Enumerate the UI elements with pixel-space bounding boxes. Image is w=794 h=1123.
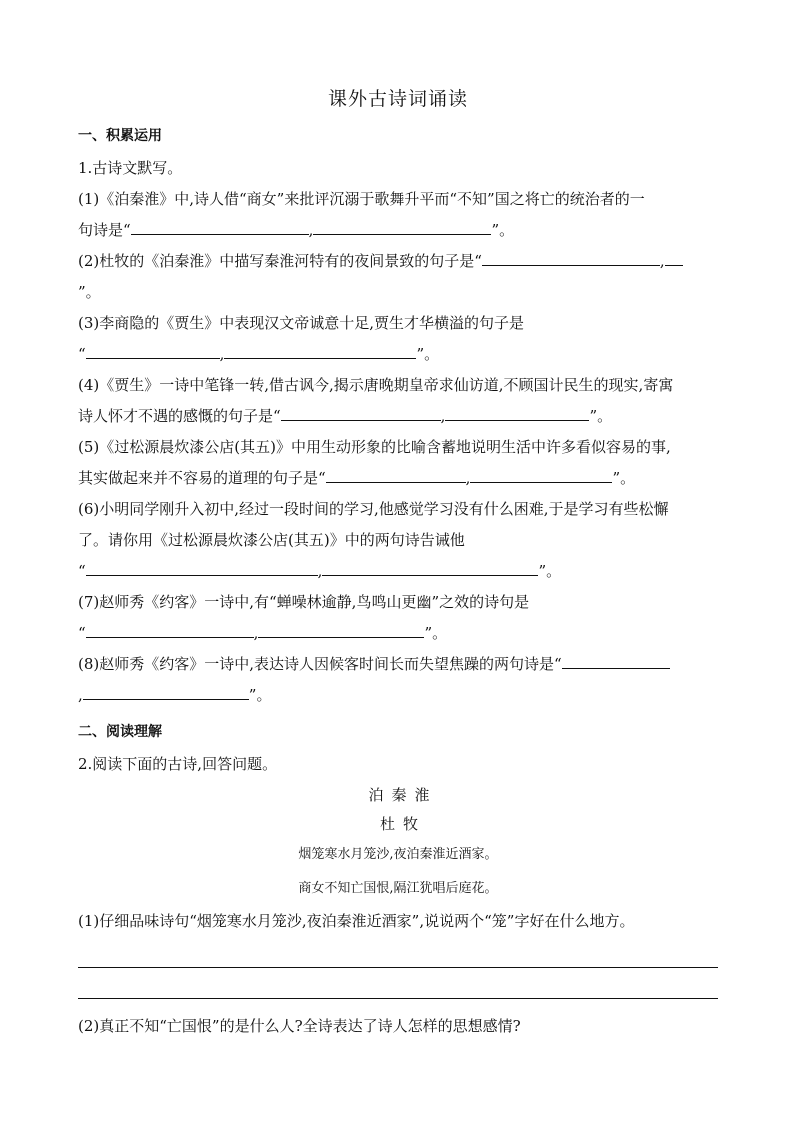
- question-1-6-answer: “ , ”。: [78, 556, 718, 587]
- question-2-1-text: (1)仔细品味诗句“烟笼寒水月笼沙,夜泊秦淮近酒家”,说说两个“笼”字好在什么地方。: [78, 912, 635, 930]
- answer-blank[interactable]: [470, 465, 612, 483]
- answer-blank[interactable]: [281, 403, 441, 421]
- question-1-6-text: (6)小明同学刚升入初中,经过一段时间的学习,他感觉学习没有什么困难,于是学习有些松懈: [78, 500, 669, 518]
- answer-blank[interactable]: [258, 620, 424, 638]
- section-heading-accumulation: 一、积累运用: [78, 128, 162, 144]
- answer-blank[interactable]: [313, 217, 491, 235]
- poem-author: 杜牧: [379, 815, 426, 833]
- answer-blank[interactable]: [562, 651, 670, 669]
- poem-line-2: 商女不知亡国恨,隔江犹唱后庭花。: [298, 881, 498, 896]
- question-1-5-text: (5)《过松源晨炊漆公店(其五)》中用生动形象的比喻含蓄地说明生活中许多看似容易的事,: [78, 438, 671, 456]
- worksheet-page: [78, 84, 718, 1042]
- page-title: 课外古诗词诵读: [327, 88, 468, 110]
- answer-blank[interactable]: [482, 248, 660, 266]
- question-1-5-answer: 其实做起来并不容易的道理的句子是“ , ”。: [78, 463, 718, 494]
- answer-blank[interactable]: [445, 403, 589, 421]
- section-heading-reading: 二、阅读理解: [78, 724, 162, 740]
- question-1-6-text-2: 了。请你用《过松源晨炊漆公店(其五)》中的两句诗告诫他: [78, 531, 465, 549]
- question-1-7-answer: “ , ”。: [78, 618, 718, 649]
- question-1-1-answer: 句诗是“ , ”。: [78, 215, 718, 246]
- question-1-3-answer: “ , ”。: [78, 339, 718, 370]
- question-1-2-end: ”。: [78, 283, 101, 301]
- question-1-2-text: (2)杜牧的《泊秦淮》中描写秦淮河特有的夜间景致的句子是“ ,: [78, 246, 718, 277]
- answer-blank[interactable]: [131, 217, 309, 235]
- question-1-3-text: (3)李商隐的《贾生》中表现汉文帝诚意十足,贾生才华横溢的句子是: [78, 314, 525, 332]
- question-1-4-text: (4)《贾生》一诗中笔锋一转,借古讽今,揭示唐晚期皇帝求仙访道,不顾国计民生的现实,寄寓: [78, 376, 674, 394]
- answer-blank[interactable]: [326, 465, 466, 483]
- answer-line[interactable]: [78, 937, 718, 968]
- question-1-8-text: (8)赵师秀《约客》一诗中,表达诗人因候客时间长而失望焦躁的两句诗是“: [78, 649, 718, 680]
- poem-title: 泊秦淮: [368, 786, 438, 804]
- answer-blank[interactable]: [83, 682, 249, 700]
- question-2-stem: 2.阅读下面的古诗,回答问题。: [78, 755, 278, 773]
- poem-line-1: 烟笼寒水月笼沙,夜泊秦淮近酒家。: [298, 847, 498, 862]
- question-1-stem: 1.古诗文默写。: [78, 159, 183, 177]
- answer-blank[interactable]: [86, 620, 254, 638]
- question-1-4-answer: 诗人怀才不遇的感慨的句子是“ , ”。: [78, 401, 718, 432]
- answer-line[interactable]: [78, 968, 718, 999]
- answer-blank[interactable]: [322, 558, 538, 576]
- question-1-8-answer: , ”。: [78, 680, 718, 711]
- answer-blank[interactable]: [86, 341, 220, 359]
- question-1-7-text: (7)赵师秀《约客》一诗中,有“蝉噪林逾静,鸟鸣山更幽”之效的诗句是: [78, 593, 530, 611]
- answer-blank[interactable]: [665, 248, 683, 266]
- answer-blank[interactable]: [224, 341, 416, 359]
- answer-blank[interactable]: [86, 558, 318, 576]
- question-1-1-text: (1)《泊秦淮》中,诗人借“商女”来批评沉溺于歌舞升平而“不知”国之将亡的统治者的一: [78, 190, 645, 208]
- question-2-2-text: (2)真正不知“亡国恨”的是什么人?全诗表达了诗人怎样的思想感情?: [78, 1017, 521, 1035]
